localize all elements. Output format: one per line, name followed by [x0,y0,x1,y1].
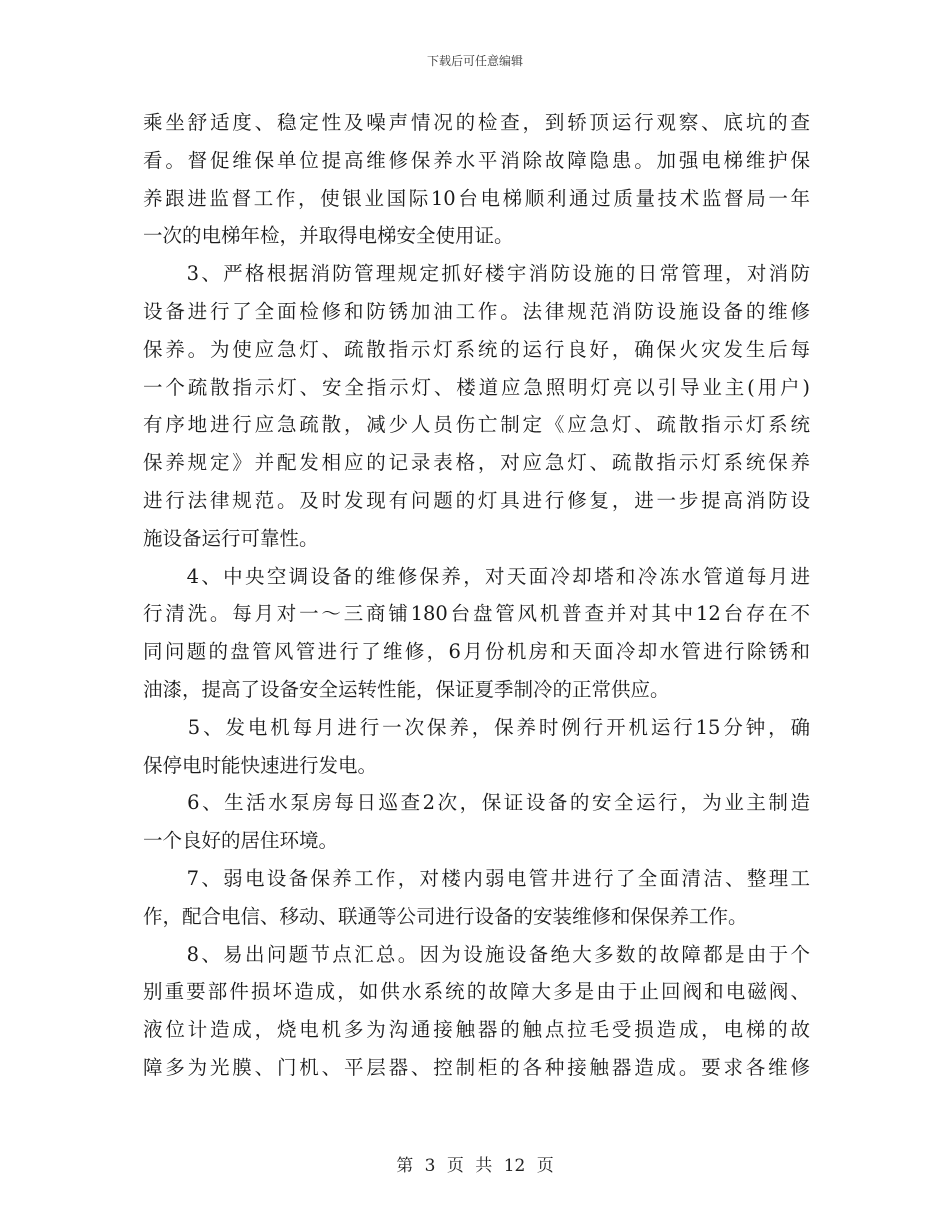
page-header: 下载后可任意编辑 [426,54,523,68]
page-number-footer: 第 3 页 共 12 页 [396,1156,554,1176]
text-line: 5、发电机每月进行一次保养，保养时例行开机运行15分钟，确 [143,715,810,739]
text-line: 养跟进监督工作，使银业国际10台电梯顺利通过质量技术监督局一年 [143,186,810,210]
text-line: 油漆，提高了设备安全运转性能，保证夏季制冷的正常供应。 [143,677,670,701]
text-line: 施设备运行可靠性。 [143,526,319,550]
text-line: 障多为光膜、门机、平层器、控制柜的各种接触器造成。要求各维修 [143,1055,810,1079]
text-line: 设备进行了全面检修和防锈加油工作。法律规范消防设施设备的维修 [143,299,810,323]
text-line: 保养规定》并配发相应的记录表格，对应急灯、疏散指示灯系统保养 [143,451,810,475]
text-line: 8、易出问题节点汇总。因为设施设备绝大多数的故障都是由于个 [143,942,810,966]
text-line: 别重要部件损坏造成，如供水系统的故障大多是由于止回阀和电磁阀、 [143,980,810,1004]
text-line: 一次的电梯年检，并取得电梯安全使用证。 [143,224,514,248]
text-line: 保停电时能快速进行发电。 [143,753,378,777]
text-line: 6、生活水泵房每日巡查2次，保证设备的安全运行，为业主制造 [143,791,810,815]
text-line: 一个疏散指示灯、安全指示灯、楼道应急照明灯亮以引导业主(用户) [143,375,810,399]
text-line: 同问题的盘管风管进行了维修，6月份机房和天面冷却水管进行除锈和 [143,640,810,664]
text-line: 3、严格根据消防管理规定抓好楼宇消防设施的日常管理，对消防 [143,262,810,286]
text-line: 液位计造成，烧电机多为沟通接触器的触点拉毛受损造成，电梯的故 [143,1018,810,1042]
text-line: 看。督促维保单位提高维修保养水平消除故障隐患。加强电梯维护保 [143,148,810,172]
text-line: 行清洗。每月对一～三商铺180台盘管风机普查并对其中12台存在不 [143,602,810,626]
text-line: 乘坐舒适度、稳定性及噪声情况的检查，到轿顶运行观察、底坑的查 [143,111,810,134]
text-line: 作，配合电信、移动、联通等公司进行设备的安装维修和保保养工作。 [143,904,748,928]
text-line: 4、中央空调设备的维修保养，对天面冷却塔和冷冻水管道每月进 [143,564,810,588]
text-line: 进行法律规范。及时发现有问题的灯具进行修复，进一步提高消防设 [143,488,810,512]
text-line: 有序地进行应急疏散，减少人员伤亡制定《应急灯、疏散指示灯系统 [143,413,810,437]
text-line: 7、弱电设备保养工作，对楼内弱电管井进行了全面清洁、整理工 [143,866,810,890]
text-line: 一个良好的居住环境。 [143,829,339,853]
document-body [143,104,810,1087]
text-line: 保养。为使应急灯、疏散指示灯系统的运行良好，确保火灾发生后每 [143,337,810,361]
